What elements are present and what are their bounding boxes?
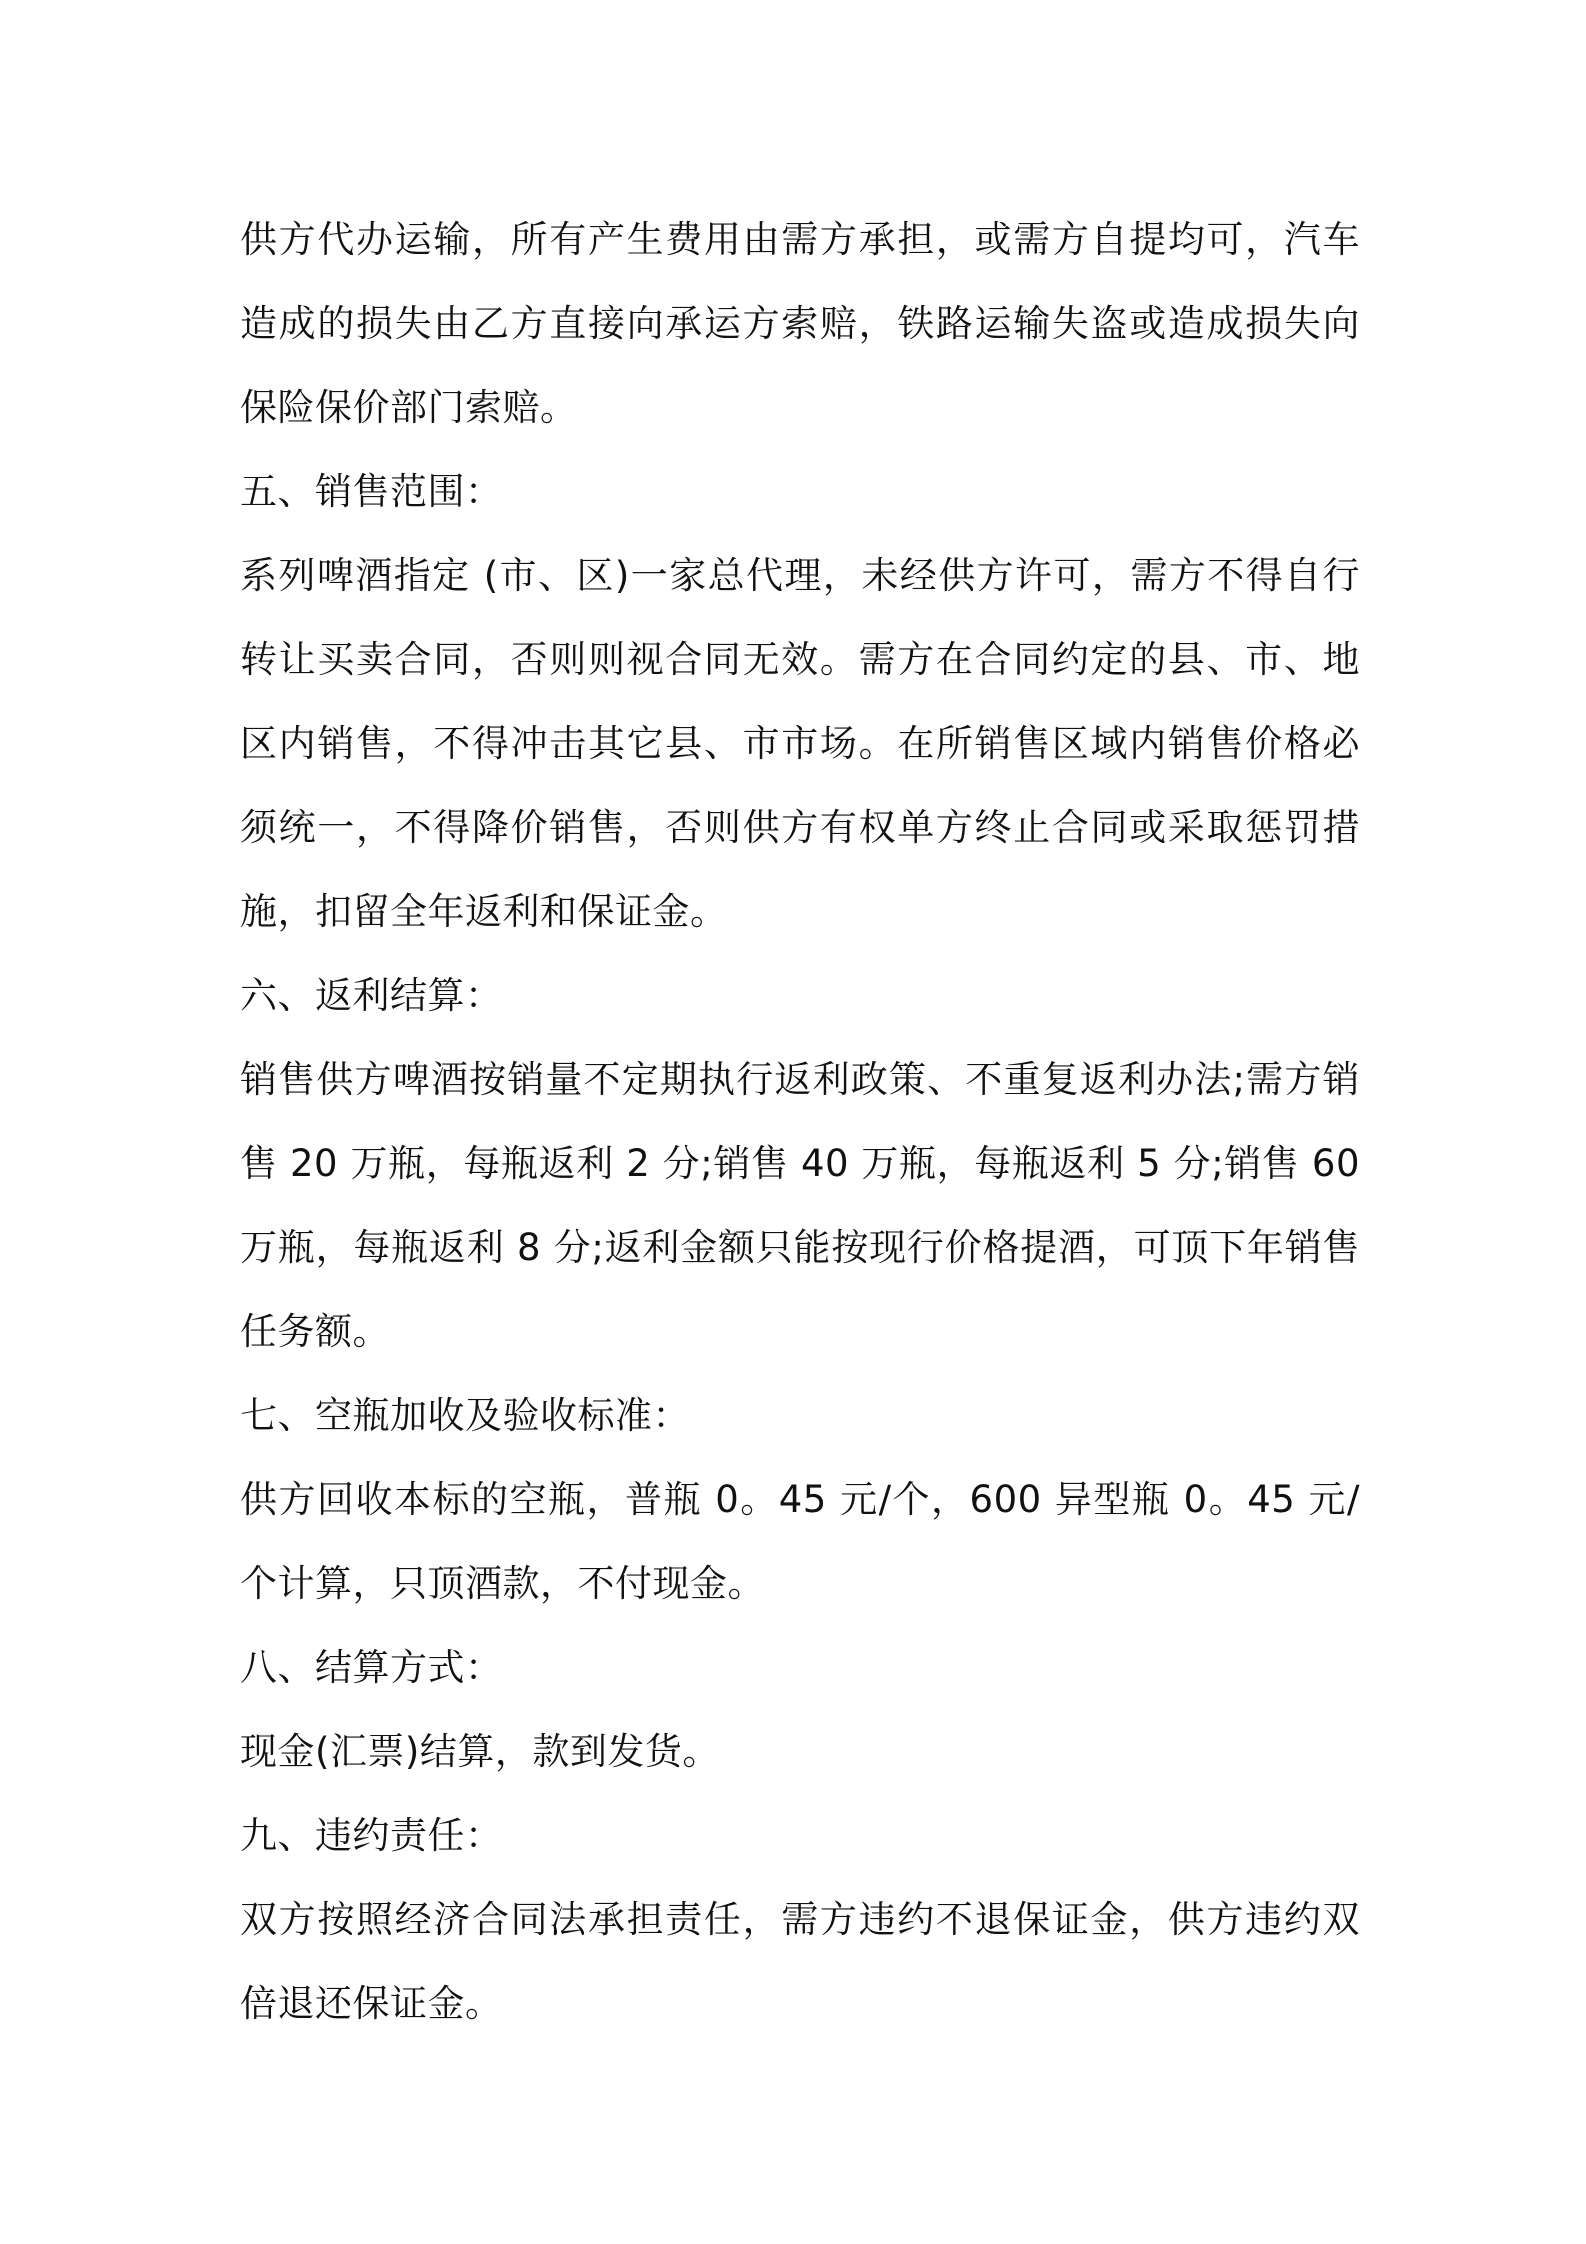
section-5-heading: 五、销售范围： (240, 470, 503, 513)
section-9-heading: 九、违约责任： (240, 1814, 503, 1857)
section-6-body: 销售供方啤酒按销量不定期执行返利政策、不重复返利办法;需方销售 20 万瓶，每瓶返利 2 分;销售 40 万瓶，每瓶返利 5 分;销售 60 万瓶，每瓶返利 8 分;返利金额只能按现行价格提酒，可顶下年销售任务额。 (240, 1058, 1360, 1353)
section-7-heading: 七、空瓶加收及验收标准： (240, 1394, 690, 1437)
intro-paragraph: 供方代办运输，所有产生费用由需方承担，或需方自提均可，汽车造成的损失由乙方直接向承运方索赔，铁路运输失盗或造成损失向保险保价部门索赔。 (240, 218, 1360, 429)
section-8-body: 现金(汇票)结算，款到发货。 (240, 1730, 720, 1773)
section-8-heading: 八、结算方式： (240, 1646, 503, 1689)
section-7-body: 供方回收本标的空瓶，普瓶 0。45 元/个，600 异型瓶 0。45 元/个计算，只顶酒款，不付现金。 (240, 1478, 1360, 1605)
section-6-heading: 六、返利结算： (240, 974, 503, 1017)
section-9-body: 双方按照经济合同法承担责任，需方违约不退保证金，供方违约双倍退还保证金。 (240, 1898, 1360, 2025)
section-5-body: 系列啤酒指定 (市、区)一家总代理，未经供方许可，需方不得自行转让买卖合同，否则则视合同无效。需方在合同约定的县、市、地区内销售，不得冲击其它县、市市场。在所销售区域内销售价格必须统一，不得降价销售，否则供方有权单方终止合同或采取惩罚措施，扣留全年返利和保证金。 (240, 554, 1360, 933)
document-body (240, 198, 1360, 2046)
